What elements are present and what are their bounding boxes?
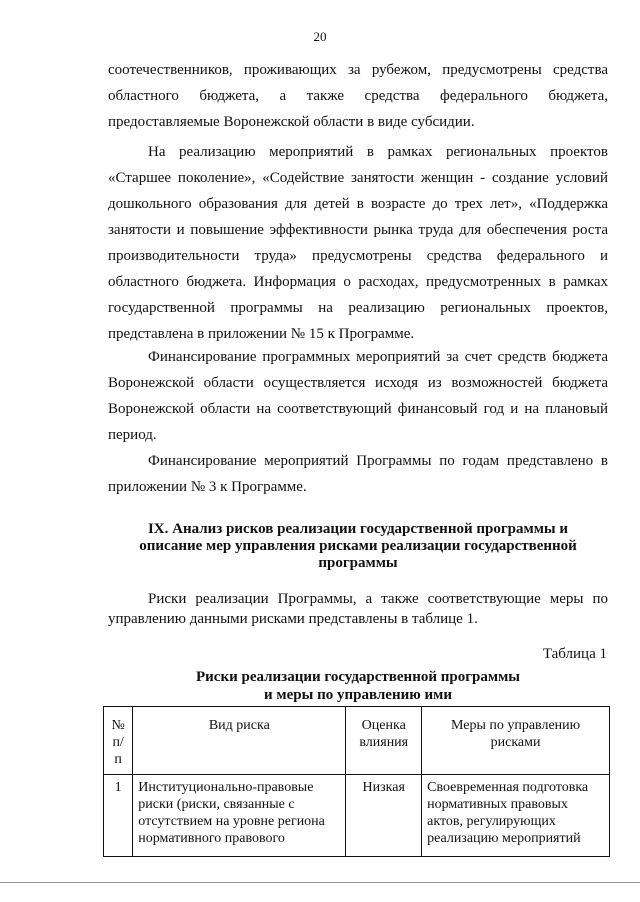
table-title-line-2: и меры по управлению ими	[264, 687, 452, 703]
paragraph-4: Финансирование мероприятий Программы по годам представлено в приложении № 3 к Программе.	[108, 453, 608, 495]
risk-table	[103, 706, 610, 857]
table-title	[108, 668, 608, 704]
header-risk-type: Вид риска	[133, 707, 346, 775]
header-num: № п/п	[104, 707, 133, 775]
header-impact: Оценка влияния	[346, 707, 422, 775]
section-heading	[108, 521, 608, 572]
table-label: Таблица 1	[542, 646, 607, 662]
table-row	[104, 775, 610, 857]
cell-impact: Низкая	[346, 775, 422, 857]
section-heading-line-3: программы	[318, 555, 398, 571]
cell-risk-type: Институционально-правовые риски (риски, связанные с отсутствием на уровне региона нормативного правового	[133, 775, 346, 857]
paragraph-2: На реализацию мероприятий в рамках региональных проектов «Старшее поколение», «Содействие занятости женщин - создание условий дошкольного образования для детей в возрасте до трех лет», «Поддержка занятости и повышение эффективности рынка труда для обеспечения роста производительности труда» предусмотрены средства федерального и областного бюджета. Информация о расходах, предусмотренных в рамках государственной программы на реализацию региональных проектов, представлена в приложении № 15 к Программе.	[108, 144, 608, 342]
cell-num: 1	[104, 775, 133, 857]
page-number: 20	[313, 29, 327, 44]
page-bottom-divider	[0, 882, 640, 883]
cell-measures: Своевременная подготовка нормативных правовых актов, регулирующих реализацию мероприятий	[422, 775, 610, 857]
section-intro: Риски реализации Программы, а также соответствующие меры по управлению данными рисками представлены в таблице 1.	[108, 591, 608, 627]
header-measures: Меры по управлению рисками	[422, 707, 610, 775]
section-heading-line-2: описание мер управления рисками реализации государственной	[139, 538, 577, 554]
paragraph-1: соотечественников, проживающих за рубежом, предусмотрены средства областного бюджета, а также средства федерального бюджета, предоставляемые Воронежской области в виде субсидии.	[108, 62, 608, 130]
paragraph-3: Финансирование программных мероприятий за счет средств бюджета Воронежской области осуществляется исходя из возможностей бюджета Воронежской области на соответствующий финансовый год и на плановый период.	[108, 349, 608, 443]
table-title-line-1: Риски реализации государственной программы	[195, 669, 521, 685]
section-heading-line-1: IX. Анализ рисков реализации государственной программы и	[147, 521, 569, 537]
table-header-row	[104, 707, 610, 775]
